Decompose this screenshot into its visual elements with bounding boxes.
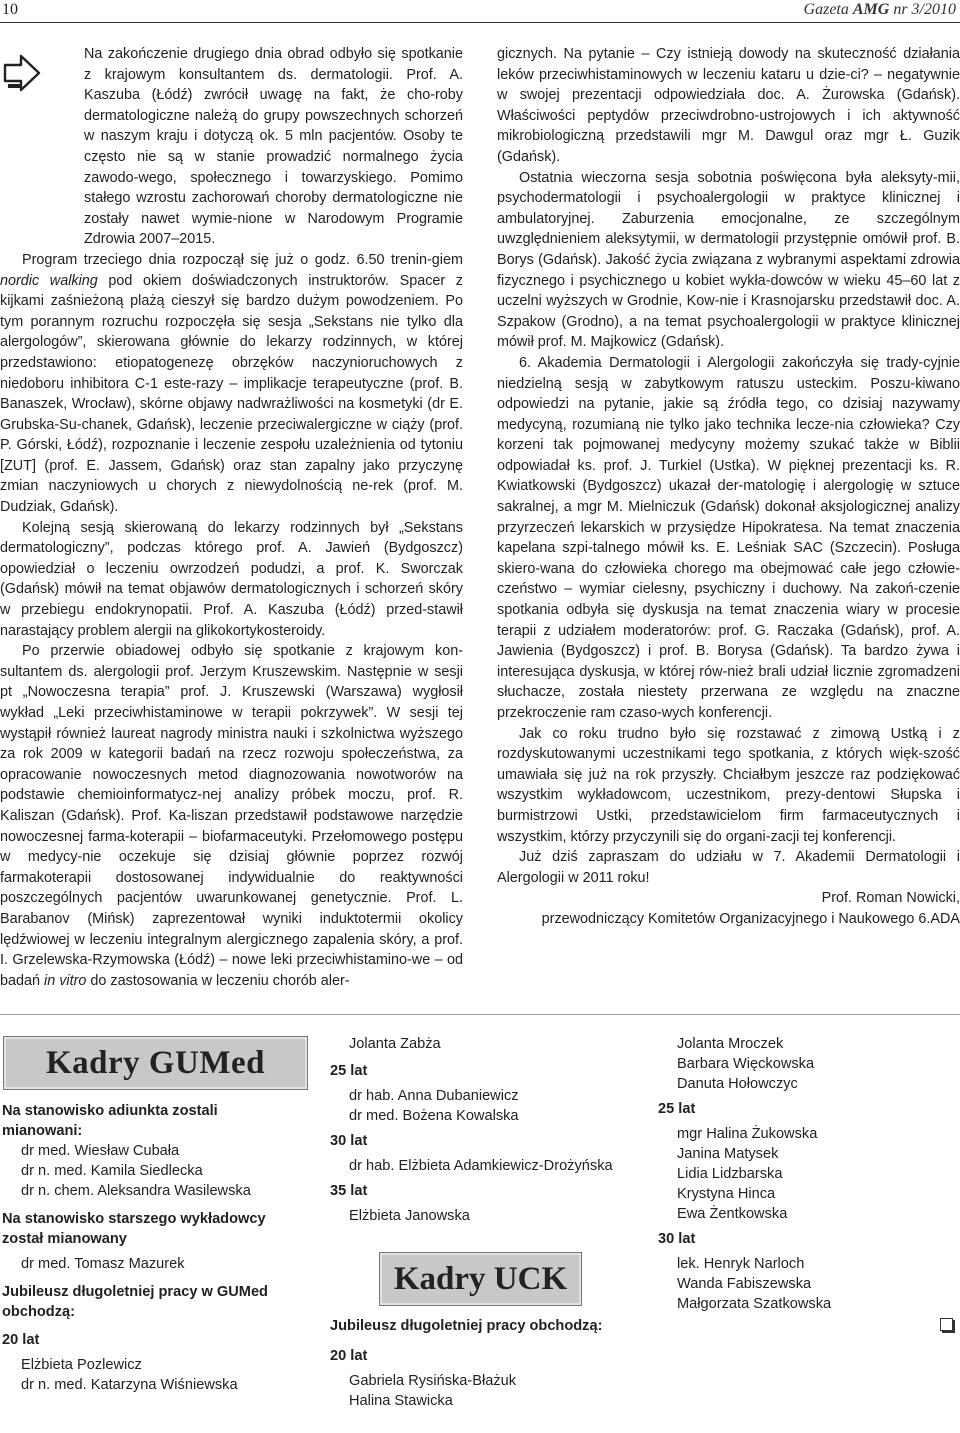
- end-mark-icon: [940, 1318, 953, 1331]
- list-item: dr n. med. Kamila Siedlecka: [21, 1163, 203, 1179]
- list-item: lek. Henryk Narloch: [677, 1256, 805, 1272]
- list-item: Jolanta Zabża: [349, 1036, 441, 1052]
- list-item: Janina Matysek: [677, 1146, 779, 1162]
- list-item: dr n. chem. Aleksandra Wasilewska: [21, 1183, 251, 1199]
- list-item: Gabriela Rysińska-Błażuk: [349, 1373, 517, 1389]
- list-item: Lidia Lidzbarska: [677, 1166, 783, 1182]
- list-item: Danuta Hołowczyc: [677, 1076, 798, 1092]
- years-heading: 30 lat: [330, 1133, 368, 1149]
- gumed-list-continued: [330, 1034, 650, 1226]
- signature-role: przewodniczący Komitetów Organizacyjnego i Naukowego 6.ADA: [541, 910, 960, 927]
- years-heading: 25 lat: [658, 1101, 696, 1117]
- list-item: Barbara Więckowska: [677, 1056, 815, 1072]
- list-item: Wanda Fabiszewska: [677, 1276, 812, 1292]
- gumed-list-column: [2, 1101, 302, 1395]
- list-item: Krystyna Hinca: [677, 1186, 776, 1202]
- list-item: dr hab. Elżbieta Adamkiewicz-Drożyńska: [349, 1158, 613, 1174]
- paragraph: Kolejną sesją skierowaną do lekarzy rodzinnych był „Sekstans dermatologiczny”, podczas którego prof. A. Jawień (Bydgoszcz) opowiedział o leczeniu owrzodzeń podudzi, a prof. K. Sworczak (Gdańsk) mówił na temat objawów dermatologicznych i schorzeń skóry w przebiegu endokrynopatii. Prof. A. Kaszuba (Łódź) przed-stawił narastający problem alergii na glikokortykosteroidy.: [0, 519, 463, 639]
- list-item: dr med. Bożena Kowalska: [349, 1108, 519, 1124]
- kadry-uck-banner: Kadry UCK: [379, 1252, 582, 1306]
- paragraph: Jak co roku trudno było się rozstawać z zimową Ustką i z rozdyskutowanymi uczestnikami tego spotkania, z których więk-szość umawiała się już na rok przyszły. Chciałbym jeszcze raz podziękować wszystkim wykładowcom, uczestnikom, prezy-dentowi Słupska i burmistrzowi Ustki, przedstawicielom firm farmaceutycznych i wszystkim, którzy przyczynili się do organi-zacji tej konferencji.: [497, 725, 960, 845]
- list-item: dr med. Wiesław Cubała: [21, 1143, 180, 1159]
- paragraph: 6. Akademia Dermatologii i Alergologii zakończyła się trady-cyjnie niedzielną sesją w zabytkowym ratuszu usteckim. Poszu-kiwano odpowiedzi na pytanie, jakie są źródła tego, co dzisiaj nazywamy medycyną, rozumianą nie tylko jako technika lecze-nia człowieka? Czy korzeni tak pojmowanej medycyny możemy szukać także w Biblii odpowiadał ks. prof. J. Turkiel (Ustka). W pięknej prezentacji ks. R. Kwiatkowski (Bydgoszcz) ukazał der-matologię i alergologię w sztuce sakralnej, a mgr M. Mielniczuk (Gdańsk) dokonał aksjologicznej analizy przyrzeczeń lekarskich w przysiędze Hipokratesa. Na temat znaczenia kapelana szpi-talnego mówił ks. E. Leśniak SAC (Szczecin). Posługa skiero-wana do człowieka chorego ma obejmować całe jego człowie-czeństwo – wymiar cielesny, psychiczny i duchowy. Na zakoń-czenie spotkania odbyła się dyskusja na temat znaczenia wiary w procesie terapii z udziałem moderatorów: prof. G. Raczaka (Gdańsk), prof. A. Jawienia (Bydgoszcz) i prof. B. Borysa (Gdańsk). Ta bardzo żywa i interesująca dyskusja, w której rów-nież brali udział licznie zgromadzeni słuchacze, została niestety przerwana ze względu na znaczne przekroczenie ram czaso-wych konferencji.: [497, 354, 960, 721]
- years-heading: 30 lat: [658, 1231, 696, 1247]
- list-item: Elżbieta Janowska: [349, 1208, 470, 1224]
- years-heading: 35 lat: [330, 1183, 368, 1199]
- section-heading: Na stanowisko adiunkta zostali mianowani:: [2, 1103, 218, 1139]
- paragraph: Już dziś zapraszam do udziału w 7. Akademii Dermatologii i Alergologii w 2011 roku!: [497, 849, 960, 886]
- paragraph: Na zakończenie drugiego dnia obrad odbyło się spotkanie z krajowym konsultantem ds. dermatologii. Prof. A. Kaszuba (Łódź) zwrócił uwagę na fakt, że cho-roby dermatologiczne należą do grupy powszechnych schorzeń w naszym kraju i dotyczą ok. 5 mln pacjentów. Osoby te często nie są w stanie prowadzić normalnego życia zawodo-wego, społecznego i towarzyskiego. Pomimo stałego wzrostu zachorowań choroby dermatologiczne nie zostały nawet wymie-nione w Narodowym Programie Zdrowia 2007–2015.: [84, 46, 463, 248]
- list-item: Małgorzata Szatkowska: [677, 1296, 832, 1312]
- section-divider: [0, 1014, 960, 1015]
- years-heading: 20 lat: [2, 1332, 40, 1348]
- list-item: dr hab. Anna Dubaniewicz: [349, 1088, 519, 1104]
- list-item: mgr Halina Żukowska: [677, 1126, 818, 1142]
- list-item: Halina Stawicka: [349, 1393, 453, 1409]
- list-item: Jolanta Mroczek: [677, 1036, 784, 1052]
- paragraph: Po przerwie obiadowej odbyło się spotkanie z krajowym kon-sultantem ds. alergologii prof. Jerzym Kruszewskim. Następnie w sesji pt „Nowoczesna terapia” prof. J. Kruszewski (Warszawa) wygłosił wykład „Leki przeciwhistaminowe w terapii pokrzywek”. W sesji tej wystąpił również laureat nagrody ministra nauki i szkolnictwa wyższego za rok 2009 w kategorii badań na rzecz rozwoju społeczeństwa, za opracowanie nowoczesnych metod diagnozowania nowotworów na podstawie chemioinformatycz-nej analizy próbek moczu, prof. R. Kaliszan (Gdańsk). Prof. Ka-liszan przedstawił podstawowe narzędzie nowoczesnej farma-koterapii – biofarmaceutyki. Przełomowego postępu w medycy-nie oczekuje się dzisiaj głównie poprzez rozwój farmakoterapii dostosowanej indywidualnie do reaktywności poszczególnych pacjentów uwarunkowanej genetycznie. Prof. L. Barabanov (Mińsk) zaprezentował wyniki induktotermii okolicy lędźwiowej w leczeniu integralnym alergicznego zapalenia skóry, a prof. I. Grzelewska-Rzymowska (Łódź) – nowe leki przeciwhistamino-we – od badań in vitro do zastosowania w leczeniu chorób aler-: [0, 643, 463, 989]
- list-item: dr med. Tomasz Mazurek: [21, 1256, 185, 1272]
- page-number: 10: [2, 1, 18, 18]
- signature-name: Prof. Roman Nowicki,: [821, 890, 960, 907]
- journal-name: Gazeta AMG nr 3/2010: [803, 1, 956, 18]
- section-heading: Jubileusz długoletniej pracy w GUMed obchodzą:: [2, 1284, 268, 1320]
- years-heading: 25 lat: [330, 1063, 368, 1079]
- paragraph: Ostatnia wieczorna sesja sobotnia poświęcona była aleksyty-mii, psychodermatologii i psychoalergologii w praktyce klinicznej i ambulatoryjnej. Zaburzenia emocjonalne, ze szczególnym uwzględnieniem aleksytymii, w dermatologii przystępnie omówił prof. B. Borys (Gdańsk). Jakość życia związana z wybranymi aspektami zdrowia fizycznego i psychicznego u kobiet wykła-dowców w wieku 45–60 lat z uczelni wyższych w Grodnie, Kow-nie i Krasnojarsku przedstawił doc. A. Szpakow (Grodno), a na temat psychoalergologii w praktyce klinicznej mówił prof. M. Majkowicz (Gdańsk).: [497, 169, 960, 351]
- page-header: [0, 0, 960, 23]
- paragraph: Program trzeciego dnia rozpoczął się już o godz. 6.50 trenin-giem nordic walking pod okiem doświadczonych instruktorów. Spacer z kijkami zaśnieżoną plażą cieszył się bardzo dużym powodzeniem. Po tym porannym rozruchu rozpoczęła się sesja „Sekstans nie tylko dla alergologów”, skierowana głównie do lekarzy rodzinnych, w której przedstawiono: etiopatogenezę obrzęków naczynioruchowych z niedoboru inhibitora C-1 este-razy – implikacje terapeutyczne (prof. B. Banaszek, Wrocław), skórne objawy nadwrażliwości na kosmetyki (dr E. Grubska-Su-chanek, Gdańsk), leczenie przeciwalergiczne w ciąży (prof. P. Górski, Łódź), rozpoznanie i leczenie zespołu uzależnienia od tytoniu [ZUT] (prof. E. Jassem, Gdańsk) oraz stan zapalny jako przyczynę zmian naczyniowych u chorych z niewydolnością ne-rek (prof. M. Dudziak, Gdańsk).: [0, 251, 463, 516]
- kadry-gumed-banner: Kadry GUMed: [3, 1036, 308, 1090]
- years-heading: 20 lat: [330, 1348, 368, 1364]
- uck-list-continued: [658, 1034, 938, 1314]
- section-heading: Na stanowisko starszego wykładowcy został mianowany: [2, 1211, 266, 1247]
- section-heading: Jubileusz długoletniej pracy obchodzą:: [330, 1318, 603, 1334]
- list-item: Ewa Żentkowska: [677, 1206, 788, 1222]
- article-column-2: [497, 44, 960, 930]
- uck-list-column: [330, 1316, 650, 1411]
- paragraph: gicznych. Na pytanie – Czy istnieją dowody na skuteczność działania leków przeciwhistaminowych w leczeniu kataru u dzie-ci? – negatywnie w swojej prezentacji odpowiedziała doc. A. Żurowska (Gdańsk). Właściwości peptydów przeciwdrobno-ustrojowych i ich aktywność mikrobiologiczną przedstawili mgr M. Dawgul oraz mgr Ł. Guzik (Gdańsk).: [497, 46, 960, 165]
- list-item: dr n. med. Katarzyna Wiśniewska: [21, 1377, 238, 1393]
- list-item: Elżbieta Pozlewicz: [21, 1357, 142, 1373]
- article-column-1: [0, 44, 463, 991]
